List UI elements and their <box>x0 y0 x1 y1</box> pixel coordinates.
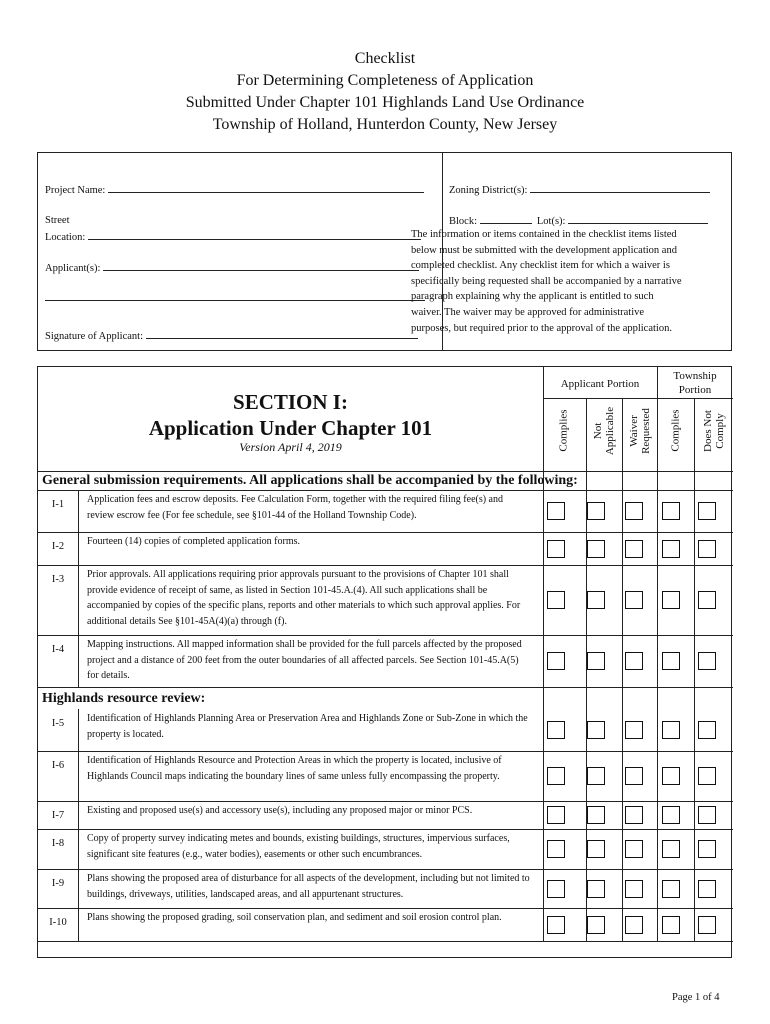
street-location-input[interactable] <box>88 229 421 240</box>
not-applicable-line-2: Applicable <box>604 406 616 456</box>
signature-label: Signature of Applicant: <box>45 331 143 342</box>
row-id: I-1 <box>51 499 65 510</box>
township-complies-checkbox[interactable] <box>662 721 680 739</box>
grid-line <box>38 908 733 909</box>
waiver-requested-column-header <box>628 393 652 469</box>
page-number: Page 1 of 4 <box>672 992 720 1003</box>
complies-checkbox[interactable] <box>547 880 565 898</box>
does-not-comply-checkbox[interactable] <box>698 916 716 934</box>
complies-checkbox[interactable] <box>547 840 565 858</box>
street-label: Street <box>45 215 70 226</box>
does-not-line-1: Does Not <box>702 410 714 452</box>
grid-line <box>38 687 733 688</box>
does-not-comply-checkbox[interactable] <box>698 591 716 609</box>
not-applicable-checkbox[interactable] <box>587 721 605 739</box>
row-id: I-9 <box>51 878 65 889</box>
project-name-input[interactable] <box>108 182 424 193</box>
street-location-field[interactable] <box>45 229 421 245</box>
not-applicable-checkbox[interactable] <box>587 540 605 558</box>
section-version: Version April 4, 2019 <box>239 440 342 454</box>
complies-checkbox[interactable] <box>547 721 565 739</box>
not-applicable-line-1: Not <box>592 422 604 440</box>
grid-line <box>38 941 733 942</box>
does-not-comply-checkbox[interactable] <box>698 806 716 824</box>
complies-checkbox[interactable] <box>547 652 565 670</box>
waiver-requested-checkbox[interactable] <box>625 721 643 739</box>
complies-checkbox[interactable] <box>547 591 565 609</box>
not-applicable-column-header <box>592 393 616 469</box>
signature-field[interactable] <box>45 328 418 344</box>
grid-line <box>38 565 733 566</box>
does-not-comply-checkbox[interactable] <box>698 840 716 858</box>
waiver-requested-checkbox[interactable] <box>625 916 643 934</box>
grid-line <box>38 490 733 491</box>
category-general: General submission requirements. All applications shall be accompanied by the following: <box>42 473 578 488</box>
not-applicable-checkbox[interactable] <box>587 840 605 858</box>
grid-line <box>694 398 695 941</box>
waiver-requested-checkbox[interactable] <box>625 652 643 670</box>
township-complies-checkbox[interactable] <box>662 540 680 558</box>
row-id: I-4 <box>51 644 65 655</box>
waiver-requested-checkbox[interactable] <box>625 880 643 898</box>
row-text: Identification of Highlands Planning Area or Preservation Area and Highlands Zone or Sub-Zone in which the property is located. <box>87 713 528 740</box>
signature-input[interactable] <box>146 328 418 339</box>
row-text: Plans showing the proposed area of disturbance for all aspects of the development, including but not limited to buildings, driveways, utilities, landscaped areas, and all appurtenant structures. <box>87 873 530 900</box>
section-title-line-1: SECTION I: <box>233 390 348 414</box>
grid-line <box>38 751 733 752</box>
grid-line <box>657 367 658 941</box>
grid-line <box>622 398 623 941</box>
row-id: I-8 <box>51 838 65 849</box>
checklist-table <box>37 366 732 958</box>
row-text: Plans showing the proposed grading, soil conservation plan, and sediment and soil erosion control plan. <box>87 912 502 923</box>
complies-column-header: Complies <box>557 409 570 452</box>
zoning-input[interactable] <box>530 182 710 193</box>
section-title-line-2: Application Under Chapter 101 <box>148 416 433 440</box>
does-not-comply-checkbox[interactable] <box>698 767 716 785</box>
category-highlands: Highlands resource review: <box>42 691 206 706</box>
block-input[interactable] <box>480 213 532 224</box>
title-line-3: Submitted Under Chapter 101 Highlands Land Use Ordinance <box>185 94 585 111</box>
applicants-label: Applicant(s): <box>45 263 101 274</box>
row-text: Application fees and escrow deposits. Fee Calculation Form, together with the required filing fee(s) and review escrow fee (For fee schedule, see §101-44 of the Holland Township Code). <box>87 494 503 521</box>
title-line-1: Checklist <box>354 50 416 67</box>
township-complies-checkbox[interactable] <box>662 880 680 898</box>
does-not-comply-checkbox[interactable] <box>698 880 716 898</box>
row-text: Fourteen (14) copies of completed application forms. <box>87 536 300 547</box>
grid-line <box>38 829 733 830</box>
grid-line <box>38 869 733 870</box>
township-complies-checkbox[interactable] <box>662 840 680 858</box>
row-id: I-2 <box>51 541 65 552</box>
block-label: Block: <box>449 216 477 227</box>
section-title <box>38 389 543 441</box>
grid-line <box>38 532 733 533</box>
waiver-requested-checkbox[interactable] <box>625 767 643 785</box>
complies-checkbox[interactable] <box>547 806 565 824</box>
township-complies-checkbox[interactable] <box>662 806 680 824</box>
grid-line <box>38 801 733 802</box>
waiver-line-1: Waiver <box>628 415 640 447</box>
does-not-comply-checkbox[interactable] <box>698 721 716 739</box>
grid-line <box>78 490 79 687</box>
complies-checkbox[interactable] <box>547 502 565 520</box>
row-text: Copy of property survey indicating metes and bounds, existing buildings, structures, impervious surfaces, significant site features (e.g., water bodies), easements or other such encumbrances. <box>87 833 510 860</box>
township-header-line-1: Township <box>673 370 717 382</box>
project-name-field[interactable] <box>45 182 424 198</box>
title-line-2: For Determining Completeness of Application <box>236 72 534 89</box>
grid-line <box>543 367 544 941</box>
not-applicable-checkbox[interactable] <box>587 880 605 898</box>
township-complies-column-header: Complies <box>669 409 682 452</box>
not-applicable-checkbox[interactable] <box>587 767 605 785</box>
waiver-requested-checkbox[interactable] <box>625 591 643 609</box>
project-name-label: Project Name: <box>45 185 106 196</box>
complies-checkbox[interactable] <box>547 916 565 934</box>
row-text: Mapping instructions. All mapped information shall be provided for the full parcels affected by the proposed project and a distance of 200 feet from the outer boundaries of all affected parcels. See Section 101-45.A(5) for details. <box>87 639 522 681</box>
not-applicable-checkbox[interactable] <box>587 806 605 824</box>
document-title <box>0 48 770 136</box>
township-complies-checkbox[interactable] <box>662 916 680 934</box>
township-complies-checkbox[interactable] <box>662 652 680 670</box>
not-applicable-checkbox[interactable] <box>587 502 605 520</box>
not-applicable-checkbox[interactable] <box>587 652 605 670</box>
lots-label: Lot(s): <box>536 216 566 227</box>
zoning-label: Zoning District(s): <box>449 185 528 196</box>
grid-line <box>38 471 733 472</box>
waiver-requested-checkbox[interactable] <box>625 806 643 824</box>
township-header-line-2: Portion <box>678 384 712 396</box>
row-id: I-5 <box>51 718 65 729</box>
township-complies-checkbox[interactable] <box>662 591 680 609</box>
lots-input[interactable] <box>568 213 708 224</box>
row-id: I-6 <box>51 760 65 771</box>
complies-checkbox[interactable] <box>547 540 565 558</box>
township-complies-checkbox[interactable] <box>662 767 680 785</box>
applicants-input[interactable] <box>103 260 419 271</box>
row-id: I-3 <box>51 574 65 585</box>
not-applicable-checkbox[interactable] <box>587 916 605 934</box>
does-not-comply-checkbox[interactable] <box>698 540 716 558</box>
complies-checkbox[interactable] <box>547 767 565 785</box>
applicant-portion-header: Applicant Portion <box>560 378 640 390</box>
waiver-requested-checkbox[interactable] <box>625 540 643 558</box>
waiver-requested-checkbox[interactable] <box>625 840 643 858</box>
waiver-requested-checkbox[interactable] <box>625 502 643 520</box>
does-not-line-2: Comply <box>714 413 726 449</box>
does-not-comply-checkbox[interactable] <box>698 652 716 670</box>
row-id: I-7 <box>51 810 65 821</box>
row-id: I-10 <box>49 917 67 928</box>
applicants-extra-field[interactable] <box>45 290 425 306</box>
zoning-field[interactable] <box>449 182 710 198</box>
grid-line <box>78 709 79 941</box>
township-complies-checkbox[interactable] <box>662 502 680 520</box>
instructions-paragraph: The information or items contained in the checklist items listed below must be submitted with the development application and completed checklist. Any checklist item for which a waiver is specifically being requested shall be accompanied by a narrative paragraph explaining why the applicant is entitled to such waiver. The waiver may be approved for administrative purposes, but required prior to the approval of the application. <box>411 229 682 334</box>
title-line-4: Township of Holland, Hunterdon County, New Jersey <box>212 116 558 133</box>
does-not-comply-column-header <box>702 393 726 469</box>
applicants-extra-input[interactable] <box>45 290 425 301</box>
applicants-field[interactable] <box>45 260 419 276</box>
waiver-line-2: Requested <box>640 408 652 454</box>
row-text: Identification of Highlands Resource and Protection Areas in which the property is located, inclusive of Highlands Council maps indicating the boundary lines of same unless fully encompassing the property. <box>87 755 502 782</box>
row-text: Prior approvals. All applications requiring prior approvals pursuant to the provisions of Chapter 101 shall provide evidence of receipt of same, as listed in Section 101-45.A.(4). All such applications shall be accompanied by copies of the specific plans, reports and other materials to which such approval applies. For additional details See §101-45A(4)(a) through (f). <box>87 569 521 627</box>
location-label: Location: <box>45 232 86 243</box>
does-not-comply-checkbox[interactable] <box>698 502 716 520</box>
grid-line <box>38 635 733 636</box>
row-text: Existing and proposed use(s) and accessory use(s), including any proposed major or minor PCS. <box>87 805 473 816</box>
not-applicable-checkbox[interactable] <box>587 591 605 609</box>
